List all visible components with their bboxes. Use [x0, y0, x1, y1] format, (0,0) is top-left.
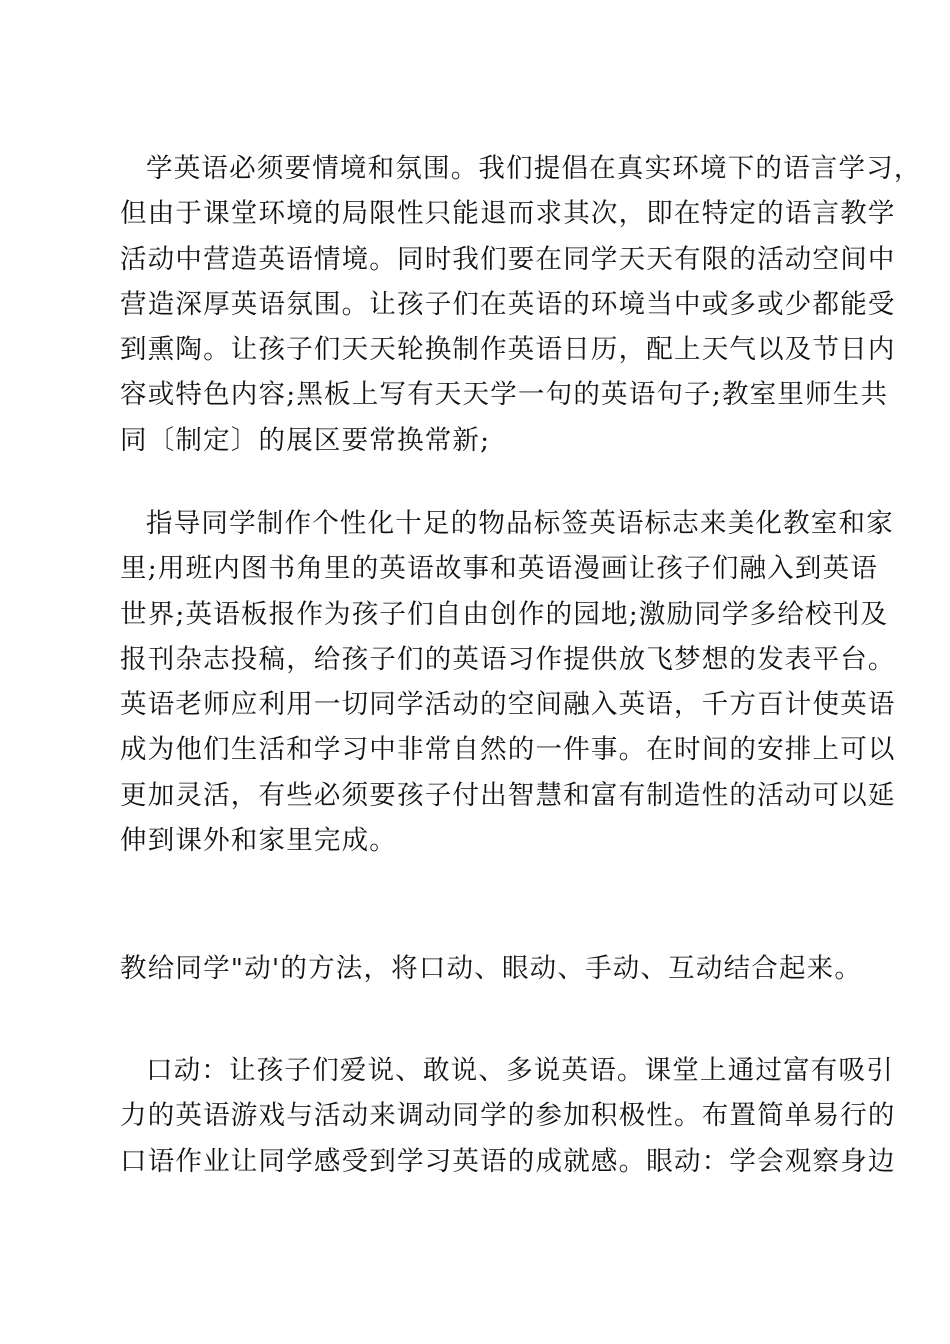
paragraph-english-environment — [120, 146, 922, 463]
text-line: 更加灵活，有些必须要孩子付出智慧和富有制造性的活动可以延 — [120, 779, 896, 811]
paragraph-teaching-methods — [120, 946, 863, 991]
text-line: 世界;英语板报作为孩子们自由创作的园地;激励同学多给校刊及 — [120, 598, 889, 630]
text-line: 容或特色内容;黑板上写有天天学一句的英语句子;教室里师生共 — [120, 379, 889, 411]
text-line: 伸到课外和家里完成。 — [120, 825, 397, 857]
text-line: 但由于课堂环境的局限性只能退而求其次，即在特定的语言教学 — [120, 198, 896, 230]
paragraph-classroom-labels — [120, 501, 896, 863]
text-line: 到熏陶。让孩子们天天轮换制作英语日历，配上天气以及节日内 — [120, 334, 896, 366]
text-line: 口语作业让同学感受到学习英语的成就感。眼动：学会观察身边 — [120, 1145, 896, 1177]
text-line: 学英语必须要情境和氛围。我们提倡在真实环境下的语言学习， — [146, 153, 922, 184]
text-line: 指导同学制作个性化十足的物品标签英语标志来美化教室和家 — [146, 508, 894, 539]
text-line: 同〔制定〕的展区要常换常新; — [120, 424, 491, 456]
text-line: 口动：让孩子们爱说、敢说、多说英语。课堂上通过富有吸引 — [146, 1055, 894, 1086]
text-line: 活动中营造英语情境。同时我们要在同学天天有限的活动空间中 — [120, 243, 896, 275]
text-line: 里;用班内图书角里的英语故事和英语漫画让孩子们融入到英语 — [120, 553, 879, 585]
text-line: 教给同学"动'的方法，将口动、眼动、手动、互动结合起来。 — [120, 953, 863, 984]
paragraph-mouth-action — [120, 1048, 896, 1184]
text-line: 英语老师应利用一切同学活动的空间融入英语，千方百计使英语 — [120, 689, 896, 721]
text-line: 力的英语游戏与活动来调动同学的参加积极性。布置简单易行的 — [120, 1100, 896, 1132]
text-line: 成为他们生活和学习中非常自然的一件事。在时间的安排上可以 — [120, 734, 896, 766]
text-line: 营造深厚英语氛围。让孩子们在英语的环境当中或多或少都能受 — [120, 288, 896, 320]
text-line: 报刊杂志投稿，给孩子们的英语习作提供放飞梦想的发表平台。 — [120, 643, 896, 675]
